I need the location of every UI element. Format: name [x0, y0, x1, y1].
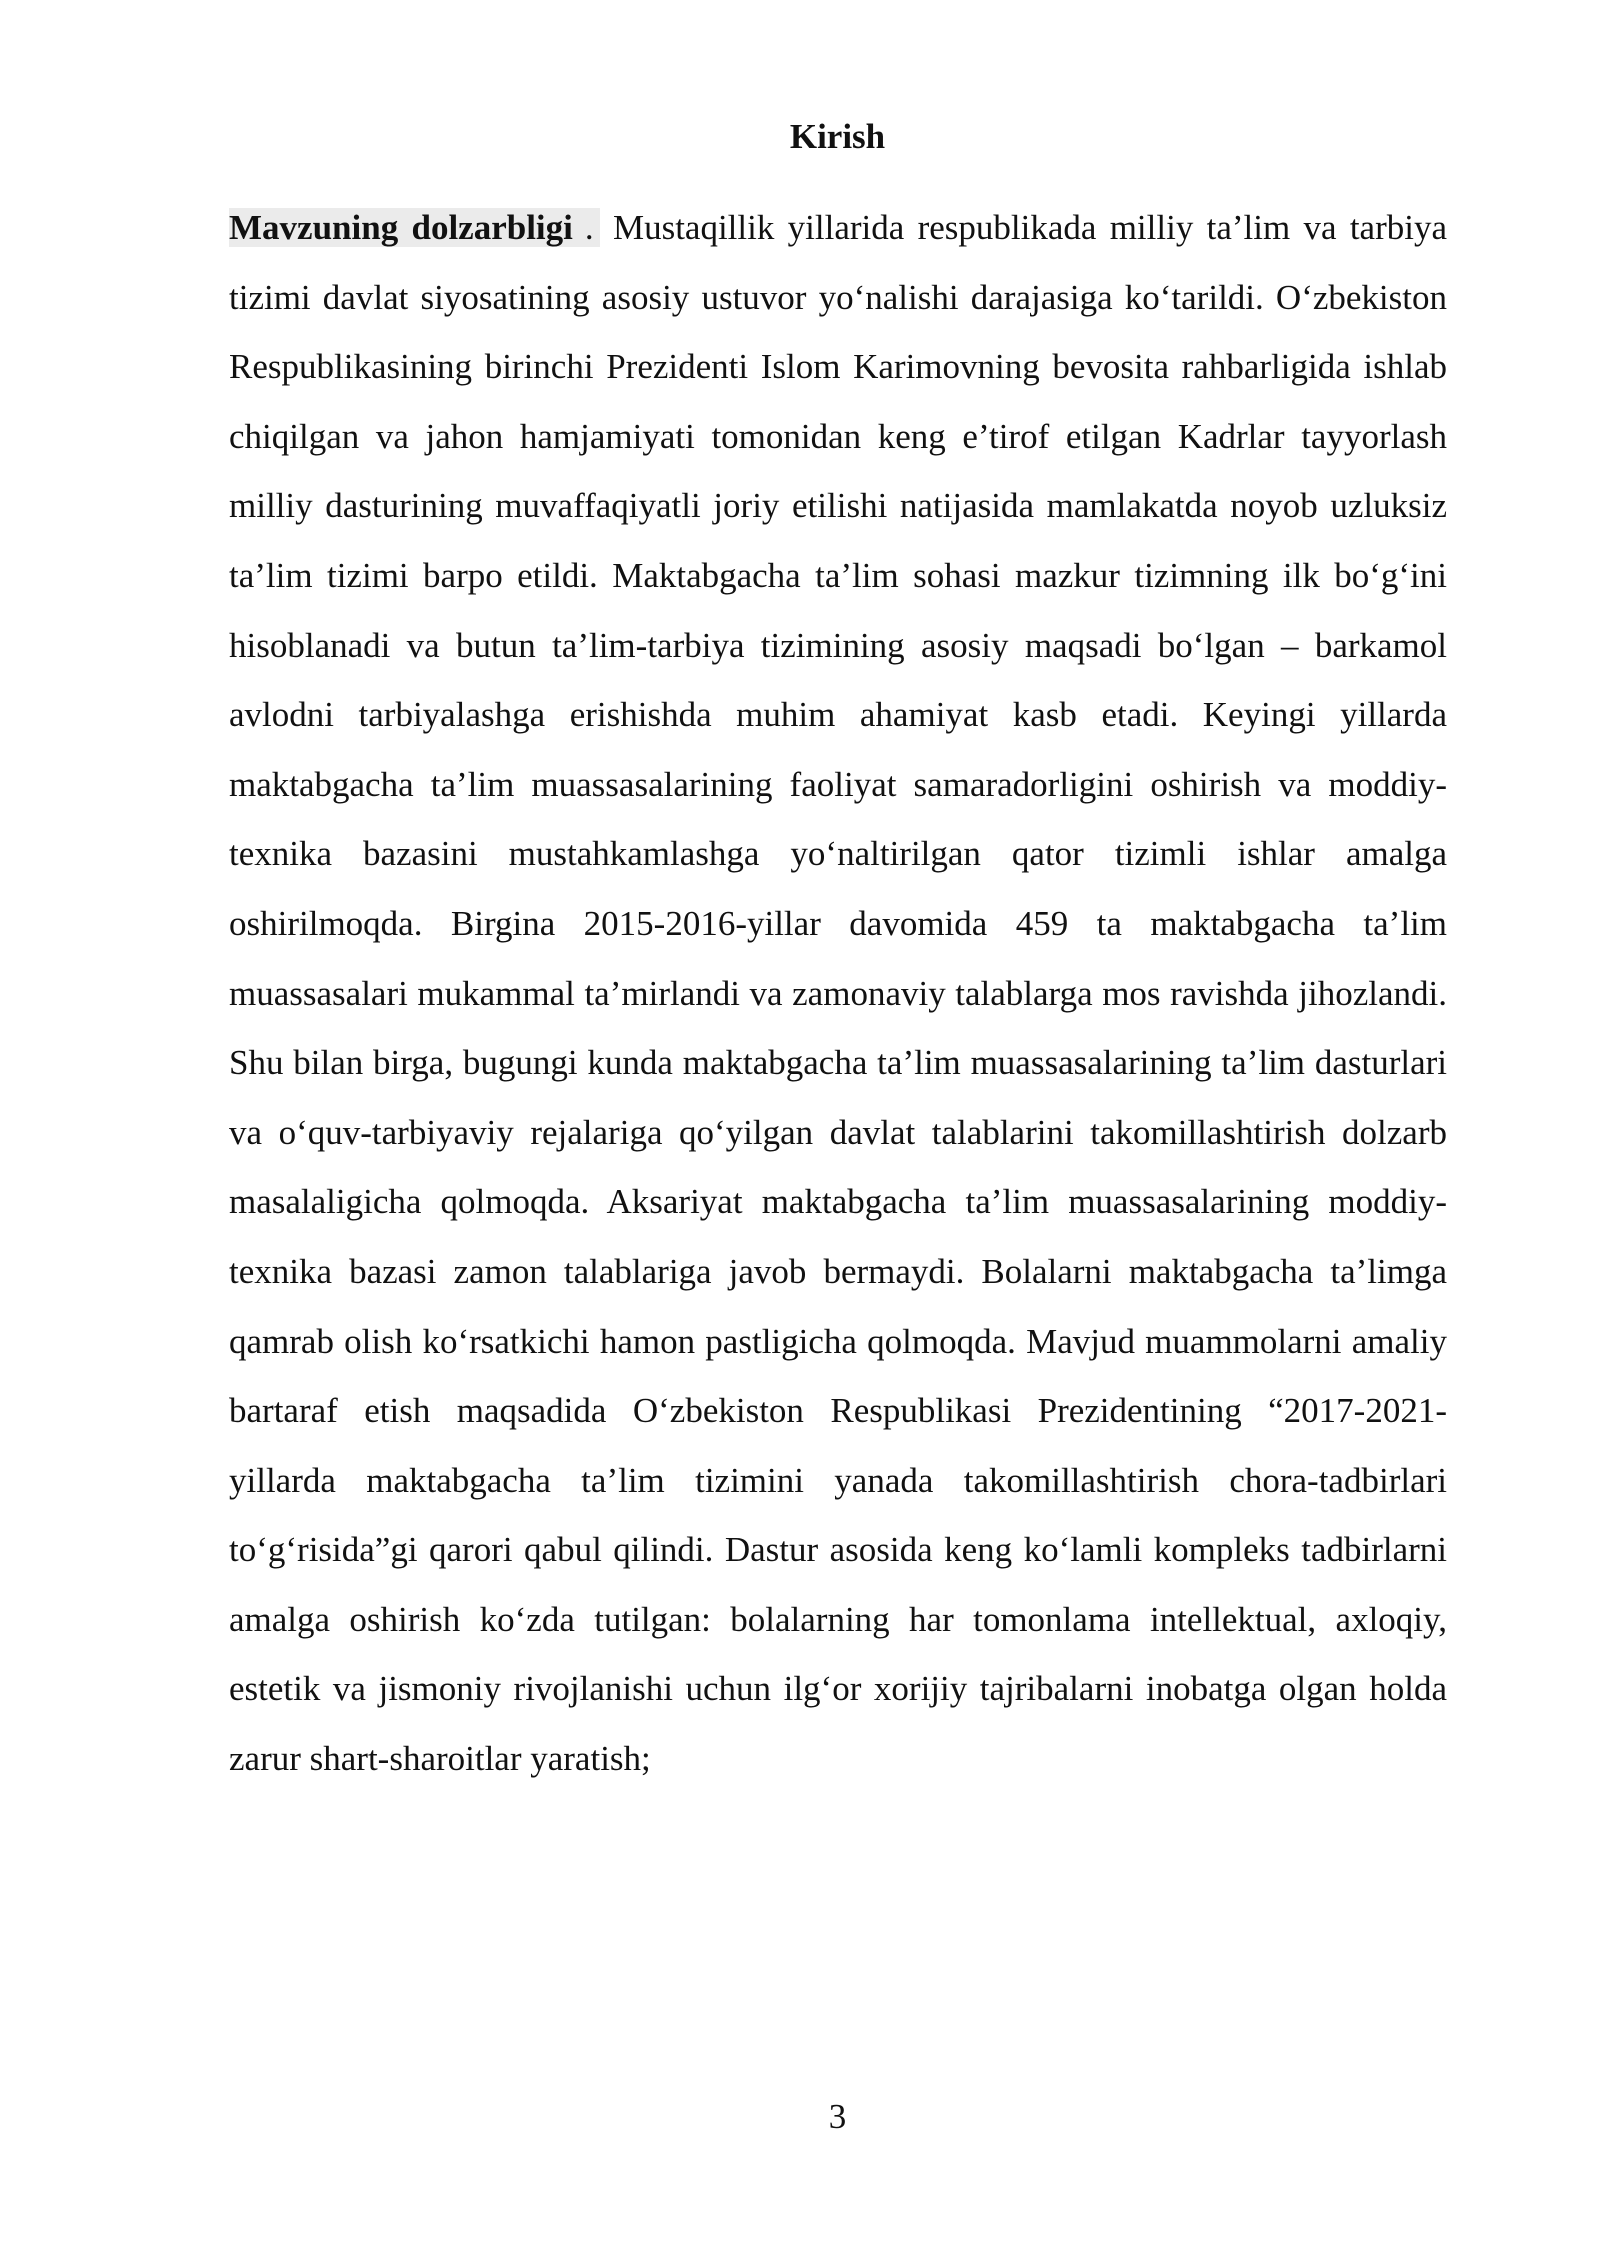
paragraph-text: Mustaqillik yillarida respublikada milliy ta’lim va tarbiya tizimi davlat siyosatining asosiy ustuvor yo‘nalishi darajasiga ko‘tarildi. O‘zbekiston Respublikasining birinchi Prezidenti Islom Karimovning bevosita rahbarligida ishlab chiqilgan va jahon hamjamiyati tomonidan keng e’tirof etilgan Kadrlar tayyorlash milliy dasturining muvaffaqiyatli joriy etilishi natijasida mamlakatda noyob uzluksiz ta’lim tizimi barpo etildi. Maktabgacha ta’lim sohasi mazkur tizimning ilk bo‘g‘ini hisoblanadi va butun ta’lim-tarbiya tizimining asosiy maqsadi bo‘lgan – barkamol avlodni tarbiyalashga erishishda muhim ahamiyat kasb etadi. Keyingi yillarda maktabgacha ta’lim muassasalarining faoliyat samaradorligini oshirish va moddiy-texnika bazasini mustahkamlashga yo‘naltirilgan qator tizimli ishlar amalga oshirilmoqda. Birgina 2015-2016-yillar davomida 459 ta maktabgacha ta’lim muassasalari mukammal ta’mirlandi va zamonaviy talablarga mos ravishda jihozlandi. Shu bilan birga, bugungi kunda maktabgacha ta’lim muassasalarining ta’lim dasturlari va o‘quv-tarbiyaviy rejalariga qo‘yilgan davlat talablarini takomillashtirish dolzarb masalaligicha qolmoqda. Aksariyat maktabgacha ta’lim muassasalarining moddiy-texnika bazasi zamon talablariga javob bermaydi. Bolalarni maktabgacha ta’limga qamrab olish ko‘rsatkichi hamon pastligicha qolmoqda. Mavjud muammolarni amaliy bartaraf etish maqsadida O‘zbekiston Respublikasi Prezidentining “2017-2021-yillarda maktabgacha ta’lim tizimini yanada takomillashtirish chora-tadbirlari to‘g‘risida”gi qarori qabul qilindi. Dastur asosida keng ko‘lamli kompleks tadbirlarni amalga oshirish ko‘zda tutilgan: bolalarning har tomonlama intellektual, axloqiy, estetik va jismoniy rivojlanishi uchun ilg‘or xorijiy tajribalarni inobatga olgan holda zarur shart-sharoitlar yaratish;: [229, 208, 1448, 1779]
lead-punctuation: .: [581, 208, 600, 247]
page-number: 3: [828, 2097, 847, 2136]
section-heading: Kirish: [789, 117, 886, 156]
body-paragraph: [229, 193, 1447, 1794]
lead-phrase: Mavzuning dolzarbligi: [229, 208, 581, 247]
